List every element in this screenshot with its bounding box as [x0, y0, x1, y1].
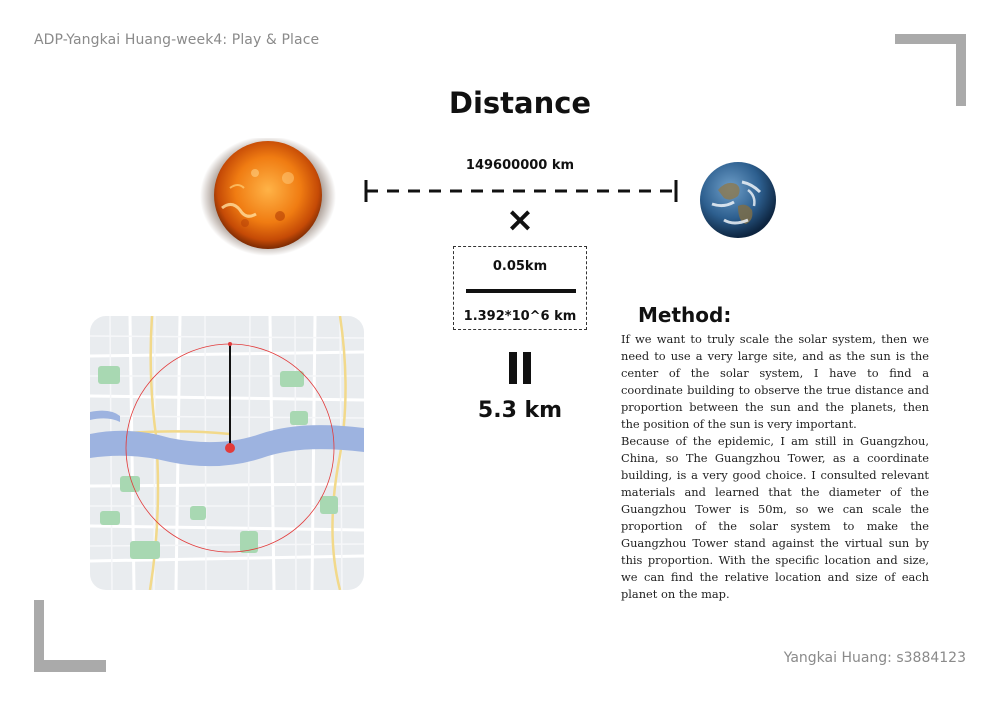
scaled-result: 5.3 km — [477, 398, 563, 423]
fraction-denominator: 1.392*10^6 km — [463, 309, 577, 324]
sun-image — [200, 138, 336, 256]
earth-image — [698, 160, 778, 240]
map-image — [90, 316, 364, 590]
page-title: Distance — [448, 86, 592, 120]
corner-bracket-bottom-left — [34, 600, 106, 672]
equals-sign — [505, 352, 535, 384]
method-paragraph: If we want to truly scale the solar system, then we need to use a very large site, and as the sun is the center of the solar system, I have to find a coordinate building to observe the true distance and proportion between the sun and the planets, then the position of the sun is very important. — [621, 332, 929, 431]
method-title: Method: — [638, 303, 732, 327]
page-header: ADP-Yangkai Huang-week4: Play & Place — [34, 32, 320, 48]
multiply-sign: × — [505, 200, 535, 240]
method-body — [621, 331, 929, 603]
scale-fraction-box — [453, 246, 587, 330]
corner-bracket-top-right — [895, 34, 966, 106]
method-paragraph: Because of the epidemic, I am still in Guangzhou, China, so The Guangzhou Tower, as a coordinate building, is a very good choice. I consulted relevant materials and learned that the diameter of the Guangzhou Tower is 50m, so we can scale the proportion of the solar system to make the Guangzhou Tower stand against the virtual sun by this proportion. With the specific location and size, we can find the relative location and size of each planet on the map. — [621, 434, 929, 601]
distance-label: 149600000 km — [465, 158, 575, 173]
fraction-numerator: 0.05km — [492, 259, 548, 274]
page-footer: Yangkai Huang: s3884123 — [783, 650, 966, 666]
fraction-bar — [466, 289, 576, 293]
